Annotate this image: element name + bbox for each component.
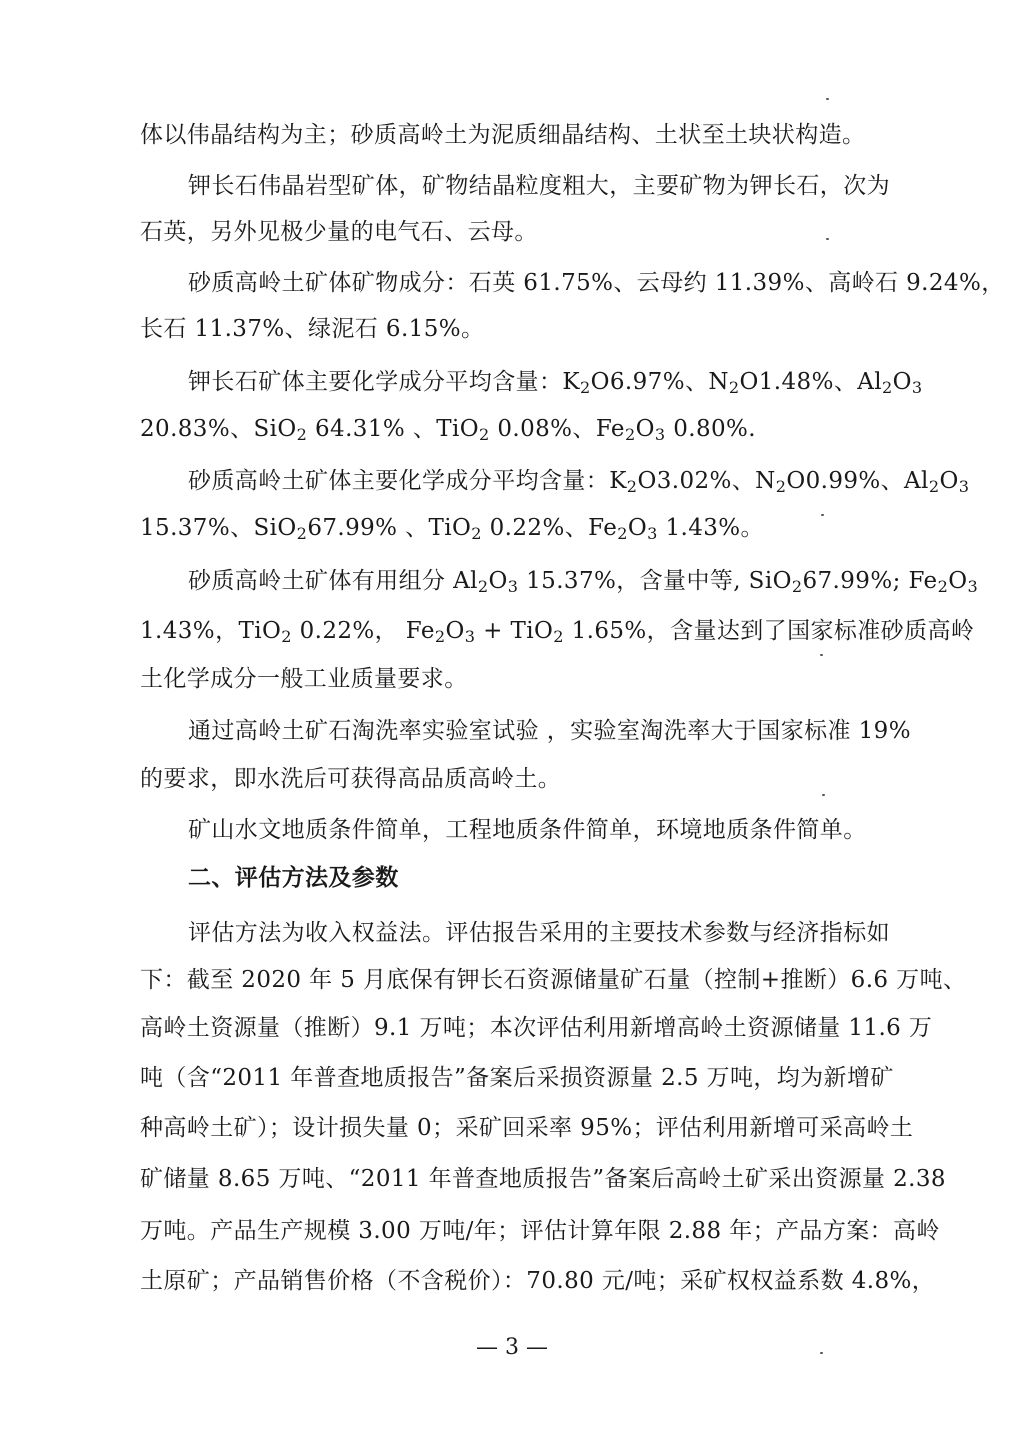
paragraph-line: 通过高岭土矿石淘洗率实验室试验 ，实验室淘洗率大于国家标准 19% — [188, 718, 911, 744]
paragraph-line: 砂质高岭土矿体主要化学成分平均含量：$K_2O3.02\%$、$N_2O0.99\%$、$Al_2O_3$ — [188, 468, 970, 497]
paragraph-line: 种高岭土矿）；设计损失量 0；采矿回采率 95%；评估利用新增可采高岭土 — [140, 1115, 914, 1141]
paragraph-line: 1.43%，TiO$_2$ 0.22%， $Fe_2O_3 + TiO_2$ 1.65%，含量达到了国家标准砂质高岭 — [140, 618, 975, 647]
paragraph-line: 钾长石伟晶岩型矿体，矿物结晶粒度粗大，主要矿物为钾长石，次为 — [188, 173, 890, 199]
paragraph-line: 砂质高岭土矿体矿物成分：石英 61.75%、云母约 11.39%、高岭石 9.24%， — [188, 270, 1005, 296]
paragraph-line: 高岭土资源量（推断）9.1 万吨；本次评估利用新增高岭土资源储量 11.6 万 — [140, 1015, 933, 1041]
section-heading: 二、评估方法及参数 — [188, 865, 399, 891]
paragraph-line: 15.37%、SiO$_2$67.99% 、TiO$_2$ 0.22%、$Fe_2O_3$ 1.43%。 — [140, 515, 764, 544]
scan-speck — [822, 794, 825, 796]
paragraph-line: 吨（含“2011 年普查地质报告”备案后采损资源量 2.5 万吨，均为新增矿 — [140, 1065, 894, 1091]
paragraph-line: 评估方法为收入权益法。评估报告采用的主要技术参数与经济指标如 — [188, 920, 890, 946]
paragraph-line: 体以伟晶结构为主；砂质高岭土为泥质细晶结构、土状至土块状构造。 — [140, 122, 866, 148]
paragraph-line: 下：截至 2020 年 5 月底保有钾长石资源储量矿石量（控制+推断）6.6 万吨、 — [140, 967, 967, 993]
scan-speck — [826, 98, 829, 100]
paragraph-line: 20.83%、SiO$_2$ 64.31% 、TiO$_2$ 0.08%、$Fe_2O_3$ 0.80%. — [140, 416, 756, 445]
paragraph-line: 土化学成分一般工业质量要求。 — [140, 666, 468, 692]
paragraph-line: 矿储量 8.65 万吨、“2011 年普查地质报告”备案后高岭土矿采出资源量 2.38 — [140, 1166, 946, 1192]
paragraph-line: 的要求，即水洗后可获得高品质高岭土。 — [140, 766, 562, 792]
scan-speck — [820, 654, 823, 656]
scan-speck — [820, 1352, 823, 1354]
paragraph-line: 矿山水文地质条件简单，工程地质条件简单，环境地质条件简单。 — [188, 817, 867, 843]
paragraph-line: 万吨。产品生产规模 3.00 万吨/年；评估计算年限 2.88 年；产品方案：高岭 — [140, 1218, 940, 1244]
scan-speck — [821, 514, 824, 516]
scan-speck — [826, 238, 829, 240]
paragraph-line: 砂质高岭土矿体有用组分 $Al_2O_3$ 15.37%，含量中等, SiO$_2$67.99%; $Fe_2O_3$ — [188, 568, 979, 597]
paragraph-line: 钾长石矿体主要化学成分平均含量：$K_2O6.97\%$、$N_2O1.48\%$、$Al_2O_3$ — [188, 369, 923, 398]
page-number: — 3 — — [476, 1335, 548, 1360]
paragraph-line: 长石 11.37%、绿泥石 6.15%。 — [140, 316, 485, 342]
paragraph-line: 石英，另外见极少量的电气石、云母。 — [140, 219, 538, 245]
paragraph-line: 土原矿；产品销售价格（不含税价）：70.80 元/吨；采矿权权益系数 4.8%， — [140, 1268, 936, 1294]
